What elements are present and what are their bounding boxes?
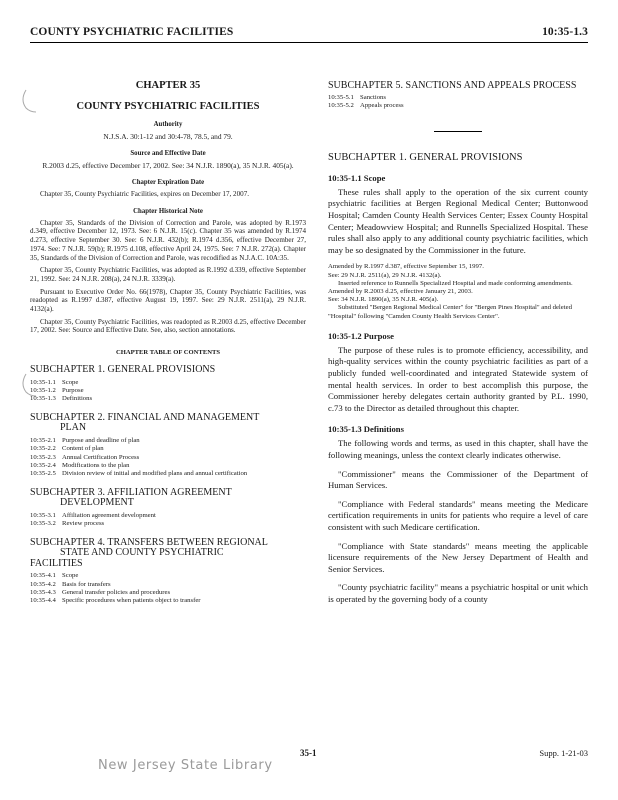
definition-paragraph: The following words and terms, as used in this chapter, shall have the following meanings, unless the context clearly indicates otherwise. [328, 438, 588, 460]
authority-text: N.J.S.A. 30:1-12 and 30:4-78, 78.5, and 79. [103, 132, 233, 141]
authority-heading: Authority [153, 121, 183, 128]
toc-item[interactable]: 10:35-2.4 Modifications to the plan [30, 462, 130, 470]
header-rule [30, 42, 588, 43]
amendment-note: Amended by R.1997 d.387, effective September 15, 1997. See: 29 N.J.R. 2511(a), 29 N.J.R. 4132(a). Inserted reference to Runnells Specialized Hospital and made conforming amendments. Amended by R.2003 d.25, effective January 21, 2003. See: 34 N.J.R. 1890(a), 35 N.J.R. 405(a). Substituted "Bergen Regional Medical Center" for "Bergen Pines Hospital" and deleted "Hospital" following "Camden County Health Services Center". [328, 263, 573, 320]
definition-paragraph: "Commissioner" means the Commissioner of the Department of Human Services. [328, 468, 588, 491]
section-body: These rules shall apply to the operation of the six current county psychiatric facilities at Bergen Regional Medical Center; Buttonwood Hospital; Camden County Health Services Center; Essex County Hospital Center; Meadowview Hospital; and Runnells Specialized Hospital. These rules shall also apply to any additional county psychiatric facilities, which may be so designated by the Commissioner in the future. [328, 186, 588, 255]
toc-list [30, 512, 306, 529]
toc-item[interactable]: 10:35-2.1 Purpose and deadline of plan [30, 436, 140, 444]
toc-item[interactable]: 10:35-3.2 Review process [30, 520, 105, 528]
supplement-date: Supp. 1-21-03 [539, 748, 588, 758]
source-heading: Source and Effective Date [130, 150, 206, 157]
toc-item[interactable]: 10:35-5.2 Appeals process [328, 102, 404, 110]
toc-subchapter-heading: SUBCHAPTER 4. TRANSFERS BETWEEN REGIONAL STATE AND COUNTY PSYCHIATRIC FACILITIES [30, 536, 268, 569]
toc-list [30, 572, 306, 606]
toc-item[interactable]: 10:35-2.3 Annual Certification Process [30, 453, 140, 461]
toc-item[interactable]: 10:35-4.3 General transfer policies and procedures [30, 589, 171, 597]
history-paragraph: Pursuant to Executive Order No. 66(1978), Chapter 35, County Psychiatric Facilities, was readopted as R.1997 d.387, effective August 19, 1997. See: 29 N.J.R. 2511(a), 29 N.J.R. 4132(a). [30, 287, 306, 314]
chapter-number: CHAPTER 35 [135, 80, 201, 91]
page-number: 35-1 [300, 748, 317, 758]
section-heading-scope: 10:35-1.1 Scope [328, 172, 386, 183]
toc-subchapter-heading: SUBCHAPTER 1. GENERAL PROVISIONS [30, 364, 216, 376]
toc-heading: CHAPTER TABLE OF CONTENTS [115, 349, 221, 357]
toc-item[interactable]: 10:35-4.4 Specific procedures when patients object to transfer [30, 597, 201, 605]
toc-list [30, 379, 306, 404]
toc-subchapter-heading: SUBCHAPTER 3. AFFILIATION AGREEMENT DEVELOPMENT [30, 486, 232, 509]
subchapter-heading: SUBCHAPTER 1. GENERAL PROVISIONS [328, 151, 523, 163]
toc-item[interactable]: 10:35-5.1 Sanctions [328, 94, 387, 101]
toc-item[interactable]: 10:35-2.2 Content of plan [30, 445, 104, 453]
section-heading-purpose: 10:35-1.2 Purpose [328, 330, 394, 341]
expiration-text: Chapter 35, County Psychiatric Facilities, expires on December 17, 2007. [40, 190, 250, 198]
history-paragraph: Chapter 35, Standards of the Division of Correction and Parole, was adopted by R.1973 d.349, effective December 12, 1973. See: 6 N.J.R. 15(c). Chapter 35 was amended by R.1974 d.273, effective September 30. See: 6 N.J.R. 432(b); R.1974 d.356, effective December 27, 1974. See: 7 N.J.R. 59(b); R.1975 d.108, effective April 24, 1975. See: 7 N.J.R. 272(a). Chapter 35, Standards of the Division of Correction and Parole, was recodified as N.J.A.C. 10A:35. [30, 218, 306, 262]
running-header [30, 26, 588, 40]
toc-subchapter-heading: SUBCHAPTER 5. SANCTIONS AND APPEALS PROCESS [328, 80, 577, 91]
toc-item[interactable]: 10:35-1.3 Definitions [30, 395, 93, 403]
history-paragraph: Chapter 35, County Psychiatric Facilities, was adopted as R.1992 d.339, effective September 21, 1992. See: 24 N.J.R. 208(a), 24 N.J.R. 3339(a). [30, 266, 306, 283]
running-header-title: COUNTY PSYCHIATRIC FACILITIES [30, 26, 234, 38]
right-column [328, 80, 588, 605]
toc-item[interactable]: 10:35-2.5 Division review of initial and modified plans and annual certification [30, 470, 248, 478]
toc-item[interactable]: 10:35-1.2 Purpose [30, 387, 84, 395]
expiration-heading: Chapter Expiration Date [131, 179, 205, 186]
history-paragraph: Chapter 35, County Psychiatric Facilities, was readopted as R.2003 d.25, effective December 17, 2002. See: Source and Effective Date. See, also, section annotations. [30, 317, 306, 335]
source-text: R.2003 d.25, effective December 17, 2002. See: 34 N.J.R. 1890(a), 35 N.J.R. 405(a). [42, 161, 294, 170]
section-divider [434, 131, 482, 132]
definition-paragraph: "Compliance with Federal standards" means meeting the Medicare certification requirements in units for patients who require a level of care consistent with such Medicare certification. [328, 498, 588, 532]
left-column [30, 80, 306, 606]
toc-list [30, 437, 306, 479]
library-watermark: New Jersey State Library [98, 758, 273, 773]
chapter-title: COUNTY PSYCHIATRIC FACILITIES [76, 101, 260, 112]
toc-list [328, 94, 588, 111]
toc-subchapter-heading: SUBCHAPTER 2. FINANCIAL AND MANAGEMENT PLAN [30, 411, 260, 434]
definition-paragraph: "Compliance with State standards" means meeting the applicable licensure requirements of the New Jersey Department of Health and Senior Services. [328, 540, 588, 574]
running-header-section: 10:35-1.3 [542, 26, 588, 38]
toc-item[interactable]: 10:35-3.1 Affiliation agreement development [30, 511, 156, 519]
section-heading-definitions: 10:35-1.3 Definitions [328, 424, 404, 435]
toc-item[interactable]: 10:35-4.2 Basis for transfers [30, 580, 111, 588]
section-body: The purpose of these rules is to promote efficiency, accessibility, and high-quality services within the county psychiatric facilities as part of a publicly funded well-coordinated and integrated Statewide system of mental health services. In order to best accomplish this purpose, the Commissioner hereby delegates certain authority granted by P.L. 1990, c.73 to the Director as detailed throughout this chapter. [328, 344, 588, 413]
toc-item[interactable]: 10:35-4.1 Scope [30, 572, 79, 580]
toc-item[interactable]: 10:35-1.1 Scope [30, 378, 79, 386]
history-heading: Chapter Historical Note [133, 207, 203, 215]
definition-paragraph: "County psychiatric facility" means a psychiatric hospital or unit which is operated by the governing body of a county [328, 582, 588, 604]
